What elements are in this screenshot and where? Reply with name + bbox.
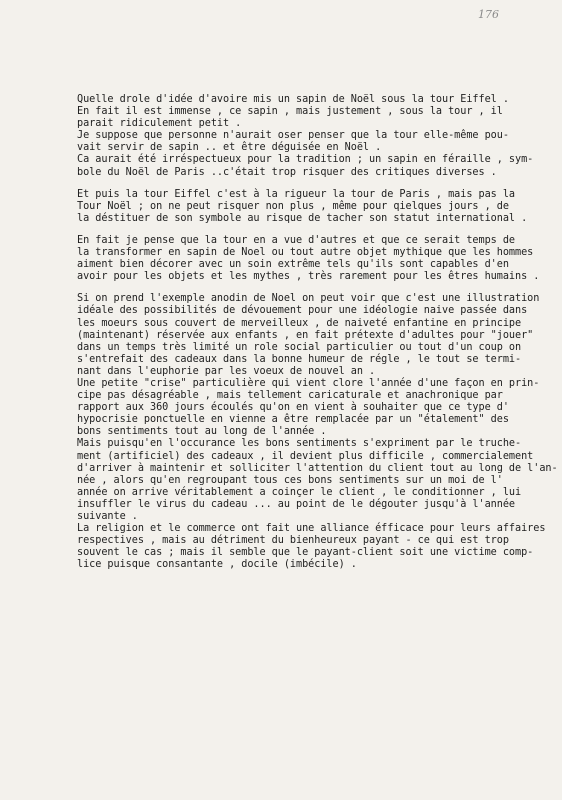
text-line: avoir pour les objets et les mythes , très rarement pour les êtres humains .: [77, 271, 540, 283]
text-line: idéale des possibilités de dévouement pour une idéologie naive passée dans: [77, 305, 528, 317]
text-line: Une petite "crise" particulière qui vient clore l'année d'une façon en prin-: [77, 377, 540, 389]
paragraph-transformation: [77, 235, 547, 283]
text-line: les moeurs sous couvert de merveilleux , de naiveté enfantine en principe: [77, 317, 522, 329]
typed-text-body: [77, 94, 558, 571]
text-line: s'entrefait des cadeaux dans la bonne humeur de régle , le tout se termi-: [77, 353, 522, 365]
text-line: d'arriver à maintenir et solliciter l'attention du client tout au long de l'an-: [77, 462, 558, 474]
paragraph-tour-eiffel: [77, 189, 547, 225]
text-line: (maintenant) réservée aux enfants , en fait prétexte d'adultes pour "jouer": [77, 329, 534, 341]
text-line: cipe pas désagréable , mais tellement caricaturale et anachronique par: [77, 390, 503, 402]
text-line: ment (artificiel) des cadeaux , il devient plus difficile , commercialement: [77, 450, 534, 462]
text-line: En fait je pense que la tour en a vue d'autres et que ce serait temps de: [77, 234, 516, 246]
text-line: nant dans l'euphorie par les voeux de nouvel an .: [77, 365, 376, 377]
text-line: insuffler le virus du cadeau ... au point de le dégouter jusqu'à l'année: [77, 498, 516, 510]
text-line: Quelle drole d'idée d'avoire mis un sapin de Noël sous la tour Eiffel .: [77, 94, 509, 105]
text-line: hypocrisie ponctuelle en vienne a être remplacée par un "étalement" des: [77, 414, 509, 426]
text-line: rapport aux 360 jours écoulés qu'on en vient à souhaiter que ce type d': [77, 402, 509, 414]
text-line: aiment bien décorer avec un soin extrême tels qu'ils sont capables d'en: [77, 259, 509, 271]
text-line: Si on prend l'exemple anodin de Noel on peut voir que c'est une illustration: [77, 293, 540, 305]
text-line: la transformer en sapin de Noel ou tout autre objet mythique que les hommes: [77, 247, 534, 259]
text-line: Ca aurait été irréspectueux pour la tradition ; un sapin en féraille , sym-: [77, 154, 534, 166]
paragraph-sapin: [77, 94, 547, 179]
text-line: En fait il est immense , ce sapin , mais justement , sous la tour , il: [77, 106, 503, 118]
text-line: Mais puisqu'en l'occurance les bons sentiments s'expriment par le truche-: [77, 438, 522, 450]
text-line: bole du Noël de Paris ..c'était trop risquer des critiques diverses .: [77, 166, 497, 178]
text-line: la déstituer de son symbole au risque de tacher son statut international .: [77, 212, 528, 224]
text-line: suivante .: [77, 511, 138, 522]
text-line: vait servir de sapin .. et être déguisée en Noël .: [77, 142, 382, 154]
text-line: Tour Noël ; on ne peut risquer non plus , même pour qielques jours , de: [77, 200, 509, 212]
page-number: 176: [478, 8, 499, 21]
text-line: souvent le cas ; mais il semble que le payant-client soit une victime comp-: [77, 547, 534, 559]
text-line: Et puis la tour Eiffel c'est à la rigueur la tour de Paris , mais pas la: [77, 188, 516, 200]
text-line: Je suppose que personne n'aurait oser penser que la tour elle-même pou-: [77, 130, 509, 142]
text-line: respectives , mais au détriment du bienheureux payant - ce qui est trop: [77, 535, 509, 547]
text-line: parait ridiculement petit .: [77, 118, 242, 130]
text-line: lice puisque consantante , docile (imbécile) .: [77, 559, 357, 571]
text-line: bons sentiments tout au long de l'année .: [77, 426, 327, 438]
text-line: née , alors qu'en regroupant tous ces bons sentiments sur un moi de l': [77, 474, 503, 486]
text-line: année on arrive véritablement a coinçer le client , le conditionner , lui: [77, 486, 522, 498]
text-line: dans un temps très limité un role social particulier ou tout d'un coup on: [77, 341, 522, 353]
paragraph-noel-illustration: [77, 293, 558, 571]
text-line: La religion et le commerce ont fait une alliance éfficace pour leurs affaires: [77, 523, 546, 535]
